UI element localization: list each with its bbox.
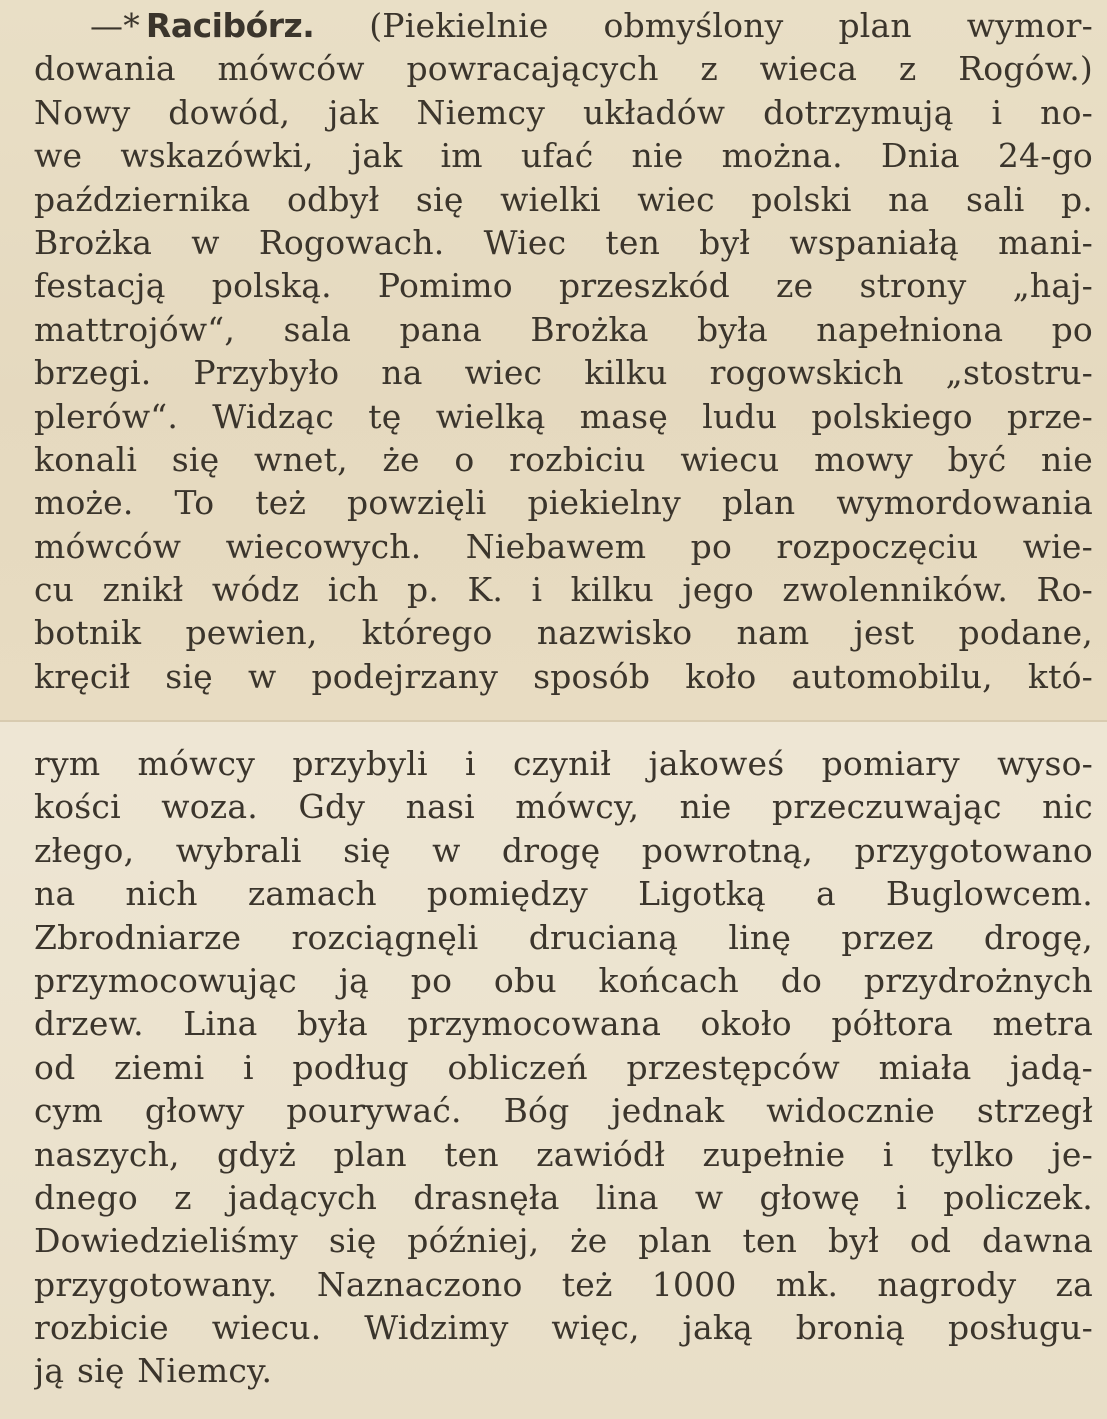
- article-heading: Racibórz.: [145, 6, 315, 45]
- article-line: (Piekielnie obmyślony plan wymor-: [369, 6, 1093, 45]
- article-line: festacją polską. Pomimo przeszkód ze strony „haj-: [34, 266, 1093, 306]
- article-line: przymocowując ją po obu końcach do przydrożnych: [34, 960, 1093, 1000]
- article-line: drzew. Lina była przymocowana około półtora metra: [34, 1004, 1093, 1044]
- article-line: konali się wnet, że o rozbiciu wiecu mowy być nie: [34, 439, 1093, 479]
- article-line: przygotowany. Naznaczono też 1000 mk. nagrody za: [34, 1264, 1093, 1304]
- article-line: plerów“. Widząc tę wielką masę ludu polskiego prze-: [34, 396, 1093, 436]
- article-line: botnik pewien, którego nazwisko nam jest podane,: [34, 613, 1093, 653]
- article-line: Brożka w Rogowach. Wiec ten był wspaniałą mani-: [34, 222, 1093, 262]
- article-line: złego, wybrali się w drogę powrotną, przygotowano: [34, 830, 1093, 870]
- article-line: kości woza. Gdy nasi mówcy, nie przeczuwając nic: [34, 787, 1093, 827]
- article-last-line: ją się Niemcy.: [34, 1351, 273, 1391]
- article-line: Dowiedzieliśmy się później, że plan ten był od dawna: [34, 1221, 1093, 1261]
- clipping-part-2: [0, 722, 1107, 1419]
- article-dash: —*: [90, 6, 140, 45]
- article-line: Zbrodniarze rozciągnęli drucianą linę przez drogę,: [34, 917, 1093, 957]
- article-column-top: [0, 4, 1107, 698]
- article-line: mówców wiecowych. Niebawem po rozpoczęciu wie-: [34, 526, 1093, 566]
- article-line: na nich zamach pomiędzy Ligotką a Buglowcem.: [34, 874, 1093, 914]
- article-line: od ziemi i podług obliczeń przestępców miała jadą-: [34, 1047, 1093, 1087]
- article-line: dnego z jadących drasnęła lina w głowę i policzek.: [34, 1177, 1093, 1217]
- article-line: naszych, gdyż plan ten zawiódł zupełnie i tylko je-: [34, 1134, 1093, 1174]
- article-line: brzegi. Przybyło na wiec kilku rogowskich „stostru-: [34, 353, 1093, 393]
- article-line: mattrojów“, sala pana Brożka była napełniona po: [34, 309, 1093, 349]
- article-first-line: [34, 4, 1093, 47]
- article-line: kręcił się w podejrzany sposób koło automobilu, któ-: [34, 656, 1093, 696]
- article-line: cym głowy pourywać. Bóg jednak widocznie strzegł: [34, 1091, 1093, 1131]
- article-line: we wskazówki, jak im ufać nie można. Dnia 24-go: [34, 136, 1093, 176]
- article-line: może. To też powzięli piekielny plan wymordowania: [34, 483, 1093, 523]
- article-line: rozbicie wiecu. Widzimy więc, jaką bronią posługu-: [34, 1308, 1093, 1348]
- article-line: października odbył się wielki wiec polski na sali p.: [34, 179, 1093, 219]
- article-line: Nowy dowód, jak Niemcy układów dotrzymują i no-: [34, 92, 1093, 132]
- article-column-bottom: [0, 742, 1107, 1393]
- article-line: cu znikł wódz ich p. K. i kilku jego zwolenników. Ro-: [34, 570, 1093, 610]
- article-line: rym mówcy przybyli i czynił jakoweś pomiary wyso-: [34, 744, 1093, 783]
- article-line: dowania mówców powracających z wieca z Rogów.): [34, 49, 1093, 89]
